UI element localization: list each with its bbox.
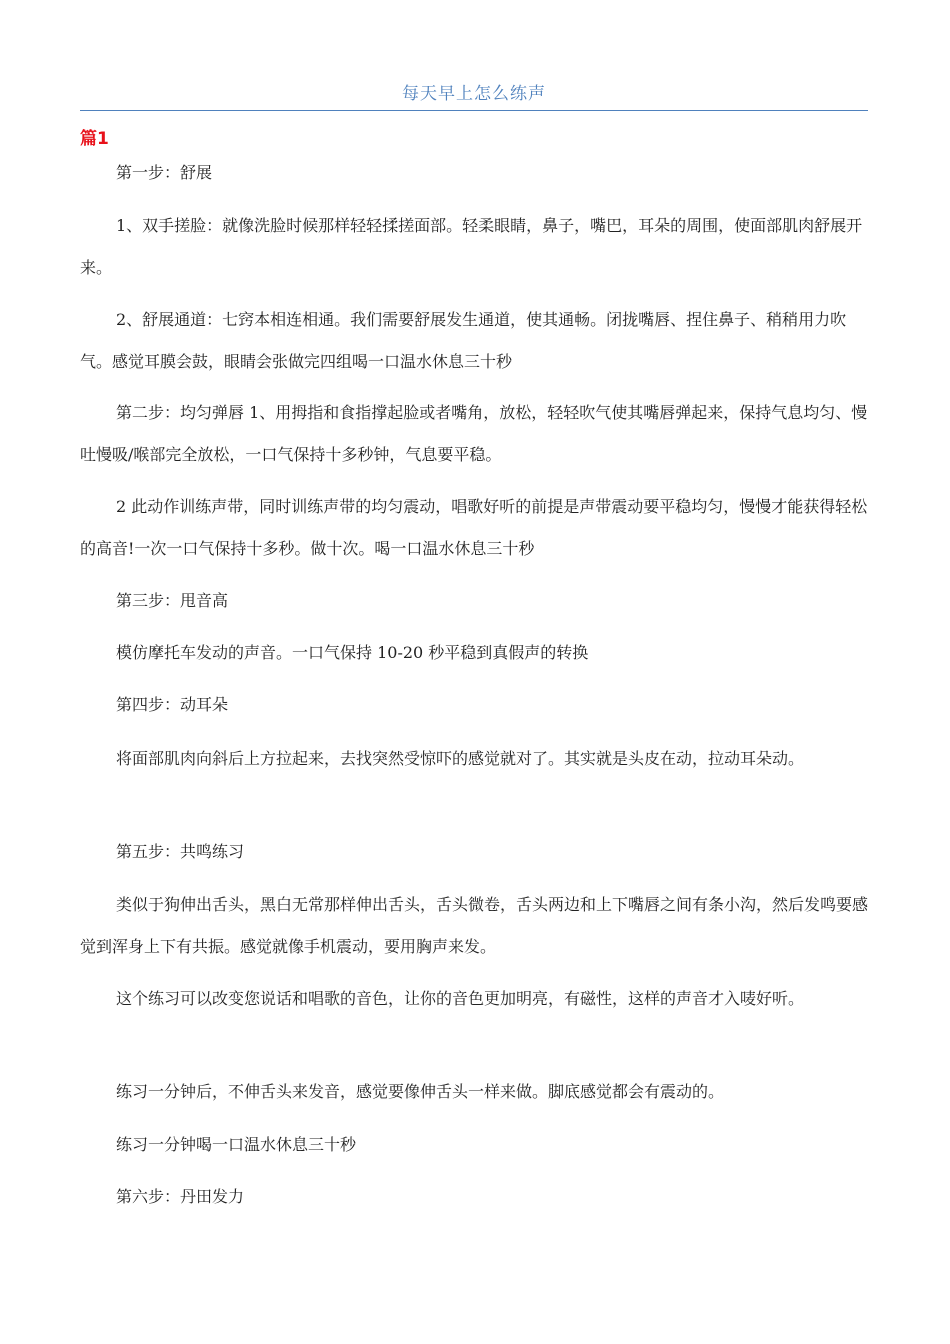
- document-title: 每天早上怎么练声: [402, 84, 546, 104]
- paragraph-step-5-title: 第五步：共鸣练习: [116, 842, 245, 861]
- paragraph-step-5-followup: 练习一分钟后，不伸舌头来发音，感觉要像伸舌头一样来做。脚底感觉都会有震动的。: [116, 1082, 725, 1101]
- paragraph-step-5-effect: 这个练习可以改变您说话和唱歌的音色，让你的音色更加明亮，有磁性，这样的声音才入唛好听。: [116, 989, 805, 1008]
- section-heading: 篇1: [80, 129, 109, 149]
- paragraph-step-3-title: 第三步：甩音高: [116, 591, 229, 610]
- paragraph-step-6-title: 第六步：丹田发力: [116, 1187, 245, 1206]
- paragraph-step-2-detail: 2 此动作训练声带，同时训练声带的均匀震动，唱歌好听的前提是声带震动要平稳均匀，慢慢才能获得轻松的高音!一次一口气保持十多秒。做十次。喝一口温水休息三十秒: [80, 497, 868, 558]
- paragraph-step-5-body: 类似于狗伸出舌头，黑白无常那样伸出舌头，舌头微卷，舌头两边和上下嘴唇之间有条小沟，然后发鸣要感觉到浑身上下有共振。感觉就像手机震动，要用胸声来发。: [80, 895, 869, 956]
- paragraph-step-5-rest: 练习一分钟喝一口温水休息三十秒: [116, 1135, 357, 1154]
- paragraph-step-4-title: 第四步：动耳朵: [116, 695, 229, 714]
- paragraph-step-3-body: 模仿摩托车发动的声音。一口气保持 10-20 秒平稳到真假声的转换: [116, 643, 589, 662]
- paragraph-step-1-item-2: 2、舒展通道：七窍本相连相通。我们需要舒展发生通道，使其通畅。闭拢嘴唇、捏住鼻子、稍稍用力吹气。感觉耳膜会鼓，眼睛会张做完四组喝一口温水休息三十秒: [80, 310, 847, 371]
- paragraph-step-4-body: 将面部肌肉向斜后上方拉起来，去找突然受惊吓的感觉就对了。其实就是头皮在动，拉动耳朵动。: [116, 749, 805, 768]
- paragraph-step-1-item-1: 1、双手搓脸：就像洗脸时候那样轻轻揉搓面部。轻柔眼睛，鼻子，嘴巴，耳朵的周围，使面部肌肉舒展开来。: [80, 216, 863, 277]
- paragraph-step-1-title: 第一步：舒展: [116, 163, 213, 182]
- document-header: [80, 80, 868, 111]
- paragraph-step-2: 第二步：均匀弹唇 1、用拇指和食指撑起脸或者嘴角，放松，轻轻吹气使其嘴唇弹起来，保持气息均匀、慢吐慢吸/喉部完全放松，一口气保持十多秒钟，气息要平稳。: [80, 403, 868, 464]
